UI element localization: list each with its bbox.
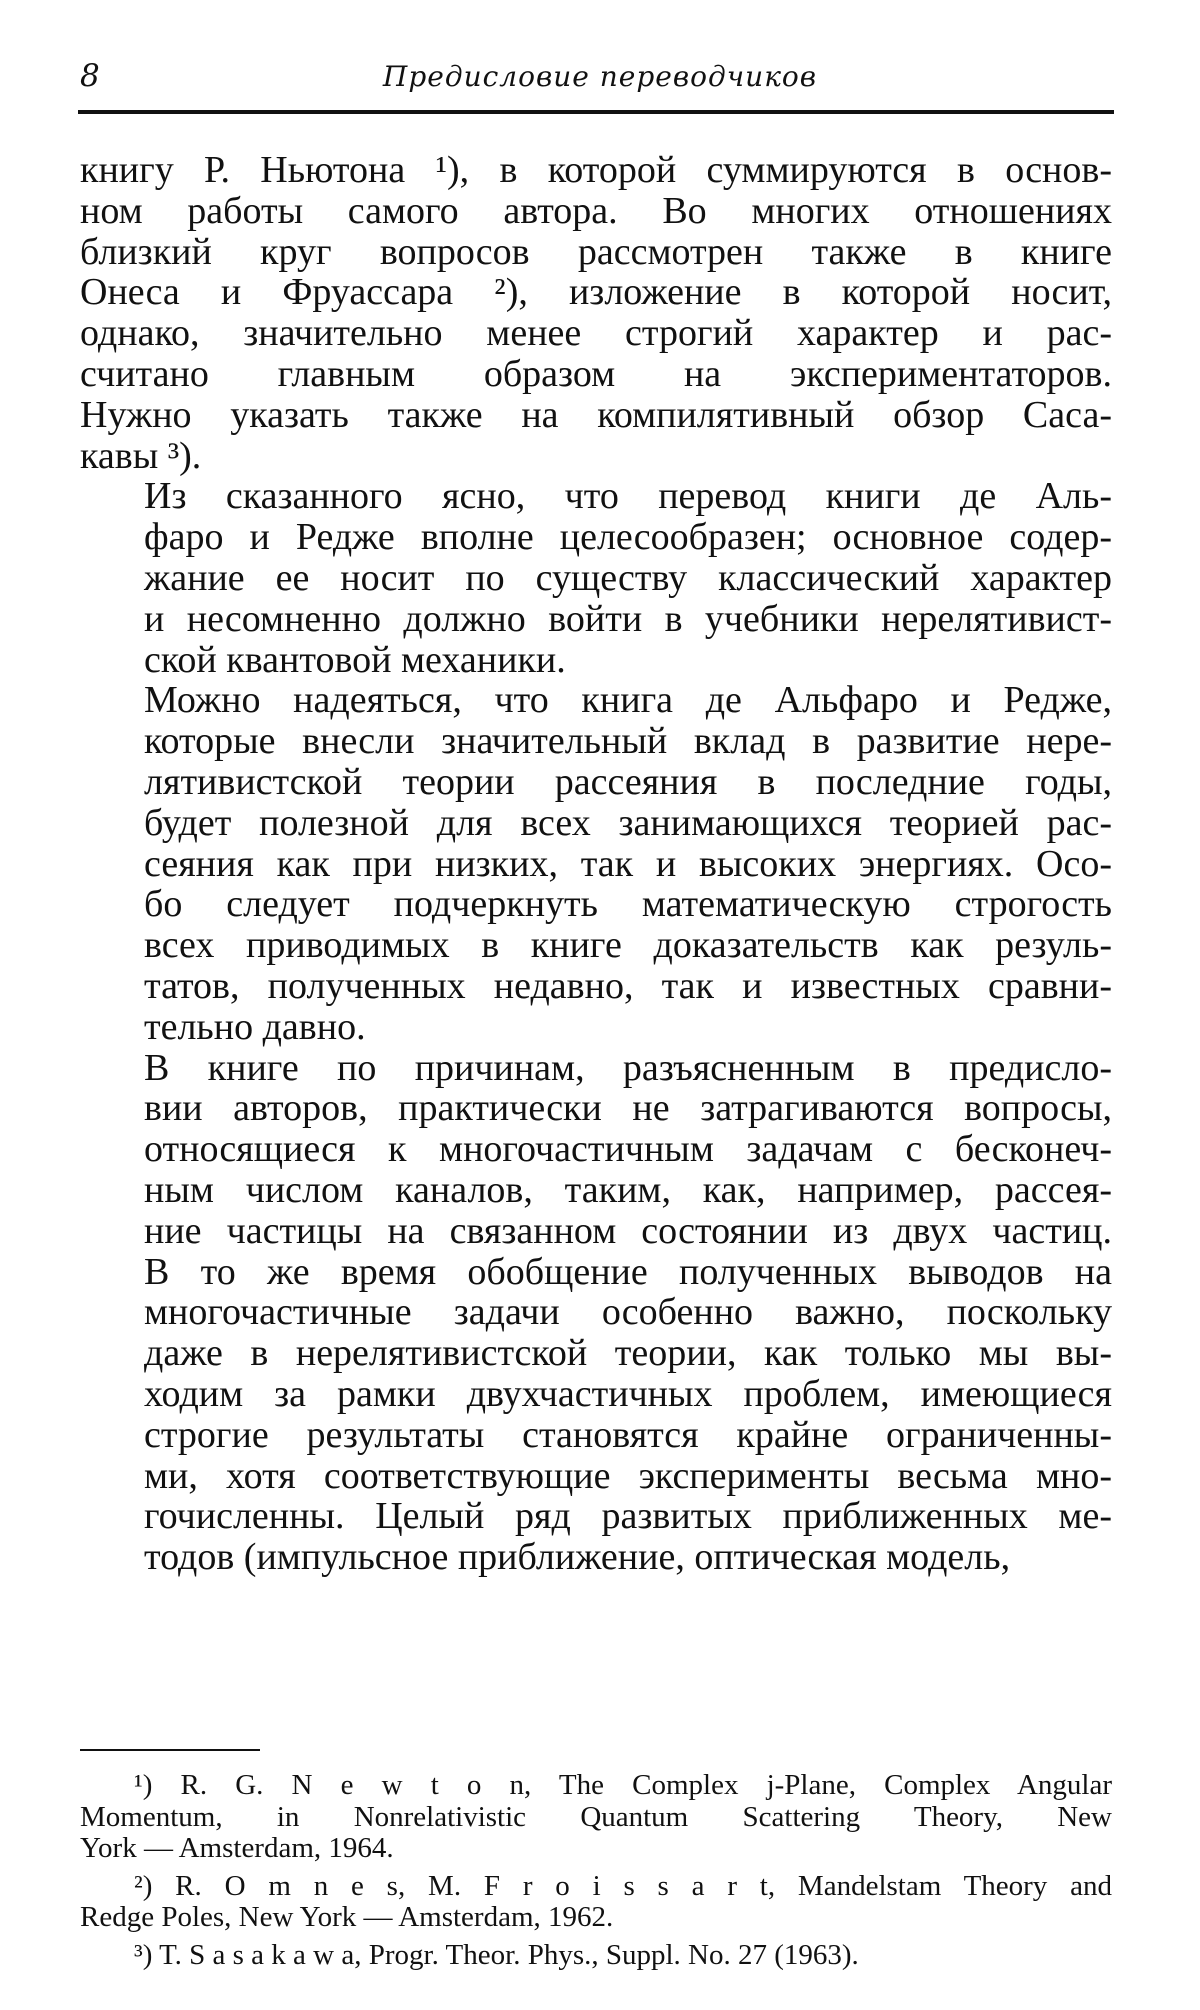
text-line: гочисленны. Целый ряд развитых приближенных ме- xyxy=(144,1495,1112,1538)
paragraph xyxy=(80,476,1112,680)
text-line: бо следует подчеркнуть математическую строгость xyxy=(144,883,1112,926)
text-line: даже в нерелятивистской теории, как только мы вы- xyxy=(144,1332,1112,1375)
body-text xyxy=(80,150,1112,1578)
text-line: считано главным образом на экспериментаторов. xyxy=(80,352,1112,395)
text-line: сеяния как при низких, так и высоких энергиях. Осо- xyxy=(144,842,1112,885)
text-line: Из сказанного ясно, что перевод книги де Аль- xyxy=(144,475,1112,518)
text-line: тельно давно. xyxy=(144,1005,366,1048)
text-line: Можно надеяться, что книга де Альфаро и Редже, xyxy=(144,679,1112,722)
text-line: и несомненно должно войти в учебники нерелятивист- xyxy=(144,597,1112,640)
text-line: книгу Р. Ньютона ¹), в которой суммируются в основ- xyxy=(80,149,1112,191)
text-line: ми, хотя соответствующие эксперименты весьма мно- xyxy=(144,1454,1112,1497)
text-line: ном работы самого автора. Во многих отношениях xyxy=(80,189,1112,232)
footnotes xyxy=(80,1770,1112,1977)
text-line: татов, полученных недавно, так и известных сравни- xyxy=(144,964,1112,1007)
text-line: будет полезной для всех занимающихся теорией рас- xyxy=(144,801,1112,844)
text-line: строгие результаты становятся крайне ограниченны- xyxy=(144,1413,1112,1456)
text-line: Онеса и Фруассара ²), изложение в которой носит, xyxy=(80,271,1112,314)
footnote-line: Redge Poles, New York — Amsterdam, 1962. xyxy=(80,1901,614,1933)
text-line: В книге по причинам, разъясненным в предисло- xyxy=(144,1046,1112,1089)
footnote-line: ³) T. S a s a k a w a, Progr. Theor. Phys., Suppl. No. 27 (1963). xyxy=(134,1938,859,1971)
text-line: ние частицы на связанном состоянии из двух частиц. xyxy=(144,1209,1112,1252)
text-line: В то же время обобщение полученных выводов на xyxy=(144,1250,1112,1293)
text-line: которые внесли значительный вклад в развитие нере- xyxy=(144,720,1112,763)
paragraph xyxy=(80,1048,1112,1578)
running-title: Предисловие переводчиков xyxy=(382,60,818,93)
footnote-line: York — Amsterdam, 1964. xyxy=(80,1832,394,1864)
text-line: лятивистской теории рассеяния в последние годы, xyxy=(144,760,1112,803)
footnote xyxy=(80,1940,1112,1972)
paragraph xyxy=(80,150,1112,476)
footnote-line: ¹) R. G. N e w t o n, The Complex j-Plane, Complex Angular xyxy=(134,1769,1112,1801)
text-line: относящиеся к многочастичным задачам с бесконеч- xyxy=(144,1128,1112,1171)
text-line: кавы ³). xyxy=(80,434,202,477)
footnote xyxy=(80,1770,1112,1865)
footnote xyxy=(80,1871,1112,1934)
text-line: однако, значительно менее строгий характер и рас- xyxy=(80,312,1112,355)
paragraph xyxy=(80,680,1112,1047)
footnote-rule xyxy=(80,1749,260,1751)
header-rule xyxy=(78,110,1114,114)
text-line: тодов (импульсное приближение, оптическая модель, xyxy=(144,1536,1011,1579)
footnote-line: ²) R. O m n e s, M. F r o i s s a r t, Mandelstam Theory and xyxy=(134,1869,1112,1902)
text-line: вии авторов, практически не затрагиваются вопросы, xyxy=(144,1087,1112,1130)
text-line: Нужно указать также на компилятивный обзор Саса- xyxy=(80,393,1112,436)
footnote-line: Momentum, in Nonrelativistic Quantum Scattering Theory, New xyxy=(80,1800,1112,1833)
text-line: многочастичные задачи особенно важно, поскольку xyxy=(144,1291,1112,1334)
text-line: фаро и Редже вполне целесообразен; основное содер- xyxy=(144,516,1112,559)
text-line: близкий круг вопросов рассмотрен также в книге xyxy=(80,230,1112,273)
text-line: ходим за рамки двухчастичных проблем, имеющиеся xyxy=(144,1372,1112,1415)
text-line: ным числом каналов, таким, как, например, рассея- xyxy=(144,1168,1112,1211)
text-line: ской квантовой механики. xyxy=(144,638,566,681)
text-line: всех приводимых в книге доказательств как резуль- xyxy=(144,924,1112,967)
page-number: 8 xyxy=(80,58,100,94)
text-line: жание ее носит по существу классический характер xyxy=(144,556,1112,599)
